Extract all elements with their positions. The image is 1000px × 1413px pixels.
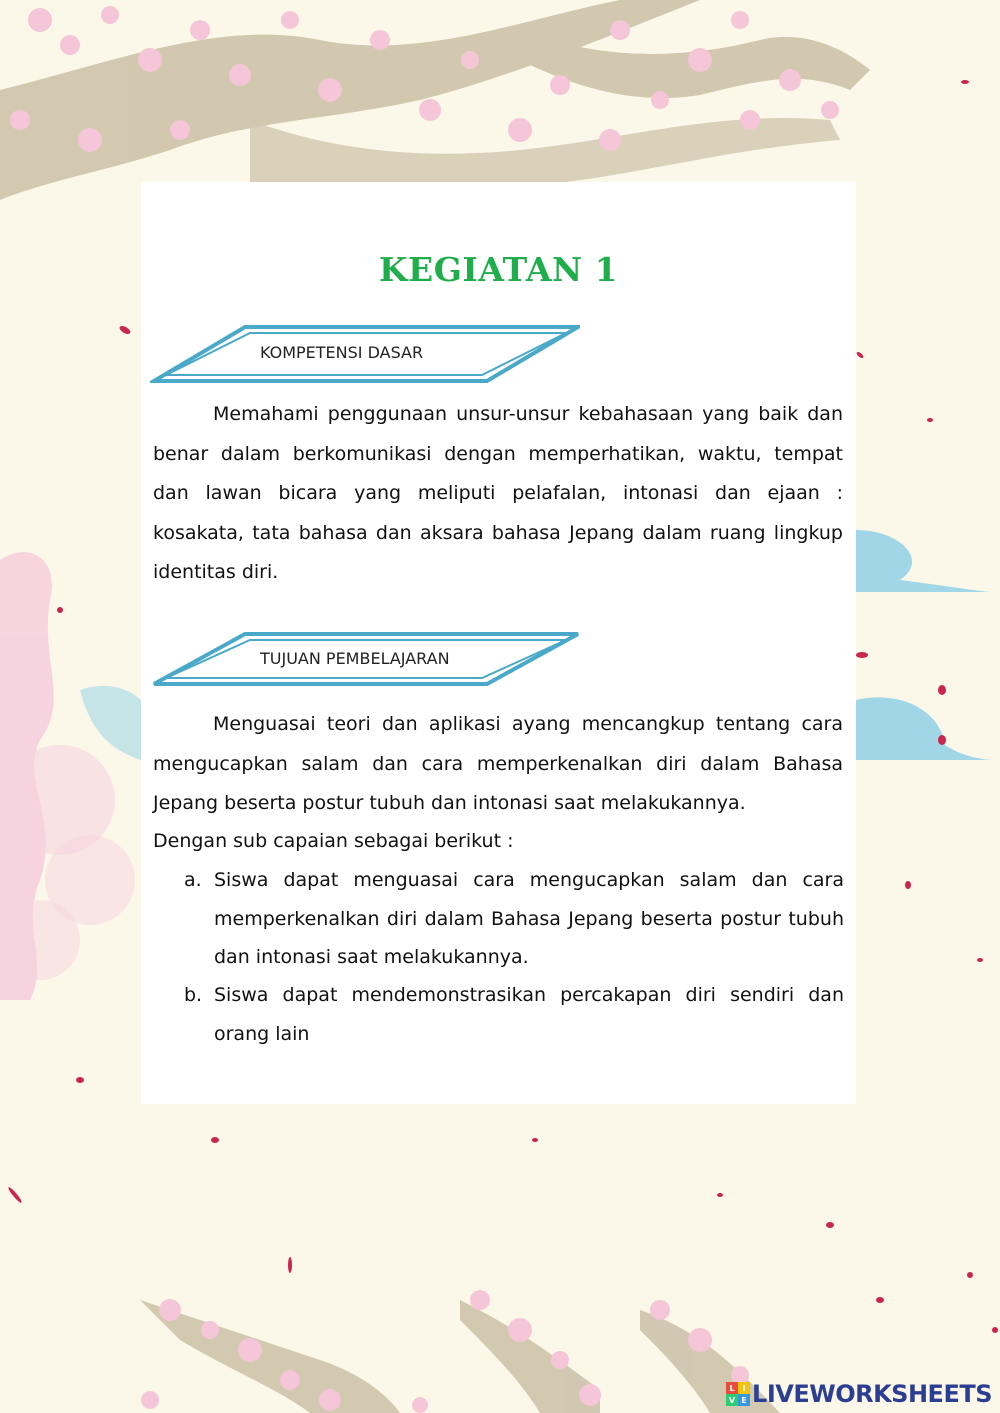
liveworksheets-logo-icon: L I V E	[726, 1382, 750, 1406]
bottom-branch-decoration	[140, 1300, 780, 1413]
list-marker: a.	[184, 869, 202, 891]
list-item	[184, 861, 844, 977]
liveworksheets-branding[interactable]	[726, 1380, 992, 1408]
left-blossoms	[0, 552, 135, 1000]
list-item	[184, 976, 844, 1053]
kompetensi-dasar-text: Memahami penggunaan unsur-unsur kebahasaan yang baik dan benar dalam berkomunikasi dengan memperhatikan, waktu, tempat dan lawan bicara yang meliputi pelafalan, intonasi dan ejaan : kosakata, tata bahasa dan aksara bahasa Jepang dalam ruang lingkup identitas diri.	[153, 403, 843, 583]
kompetensi-dasar-label: KOMPETENSI DASAR	[260, 343, 424, 362]
tujuan-pembelajaran-text: Menguasai teori dan aplikasi ayang mencangkup tentang cara mengucapkan salam dan cara memperkenalkan diri dalam Bahasa Jepang beserta postur tubuh dan intonasi saat melakukannya.	[153, 713, 843, 814]
sub-capaian-intro: Dengan sub capaian sebagai berikut :	[153, 830, 514, 852]
liveworksheets-wordmark: LIVEWORKSHEETS	[752, 1380, 992, 1408]
list-item-text: Siswa dapat mendemonstrasikan percakapan diri sendiri dan orang lain	[214, 984, 844, 1045]
list-marker: b.	[184, 984, 203, 1006]
list-item-text: Siswa dapat menguasai cara mengucapkan salam dan cara memperkenalkan diri dalam Bahasa Jepang beserta postur tubuh dan intonasi saat melakukannya.	[214, 869, 844, 968]
tujuan-pembelajaran-label: TUJUAN PEMBELAJARAN	[260, 649, 450, 668]
tujuan-pembelajaran-banner	[150, 632, 580, 692]
top-branch-decoration	[0, 0, 870, 200]
page-title: KEGIATAN 1	[378, 250, 619, 289]
kompetensi-dasar-banner	[150, 325, 580, 385]
